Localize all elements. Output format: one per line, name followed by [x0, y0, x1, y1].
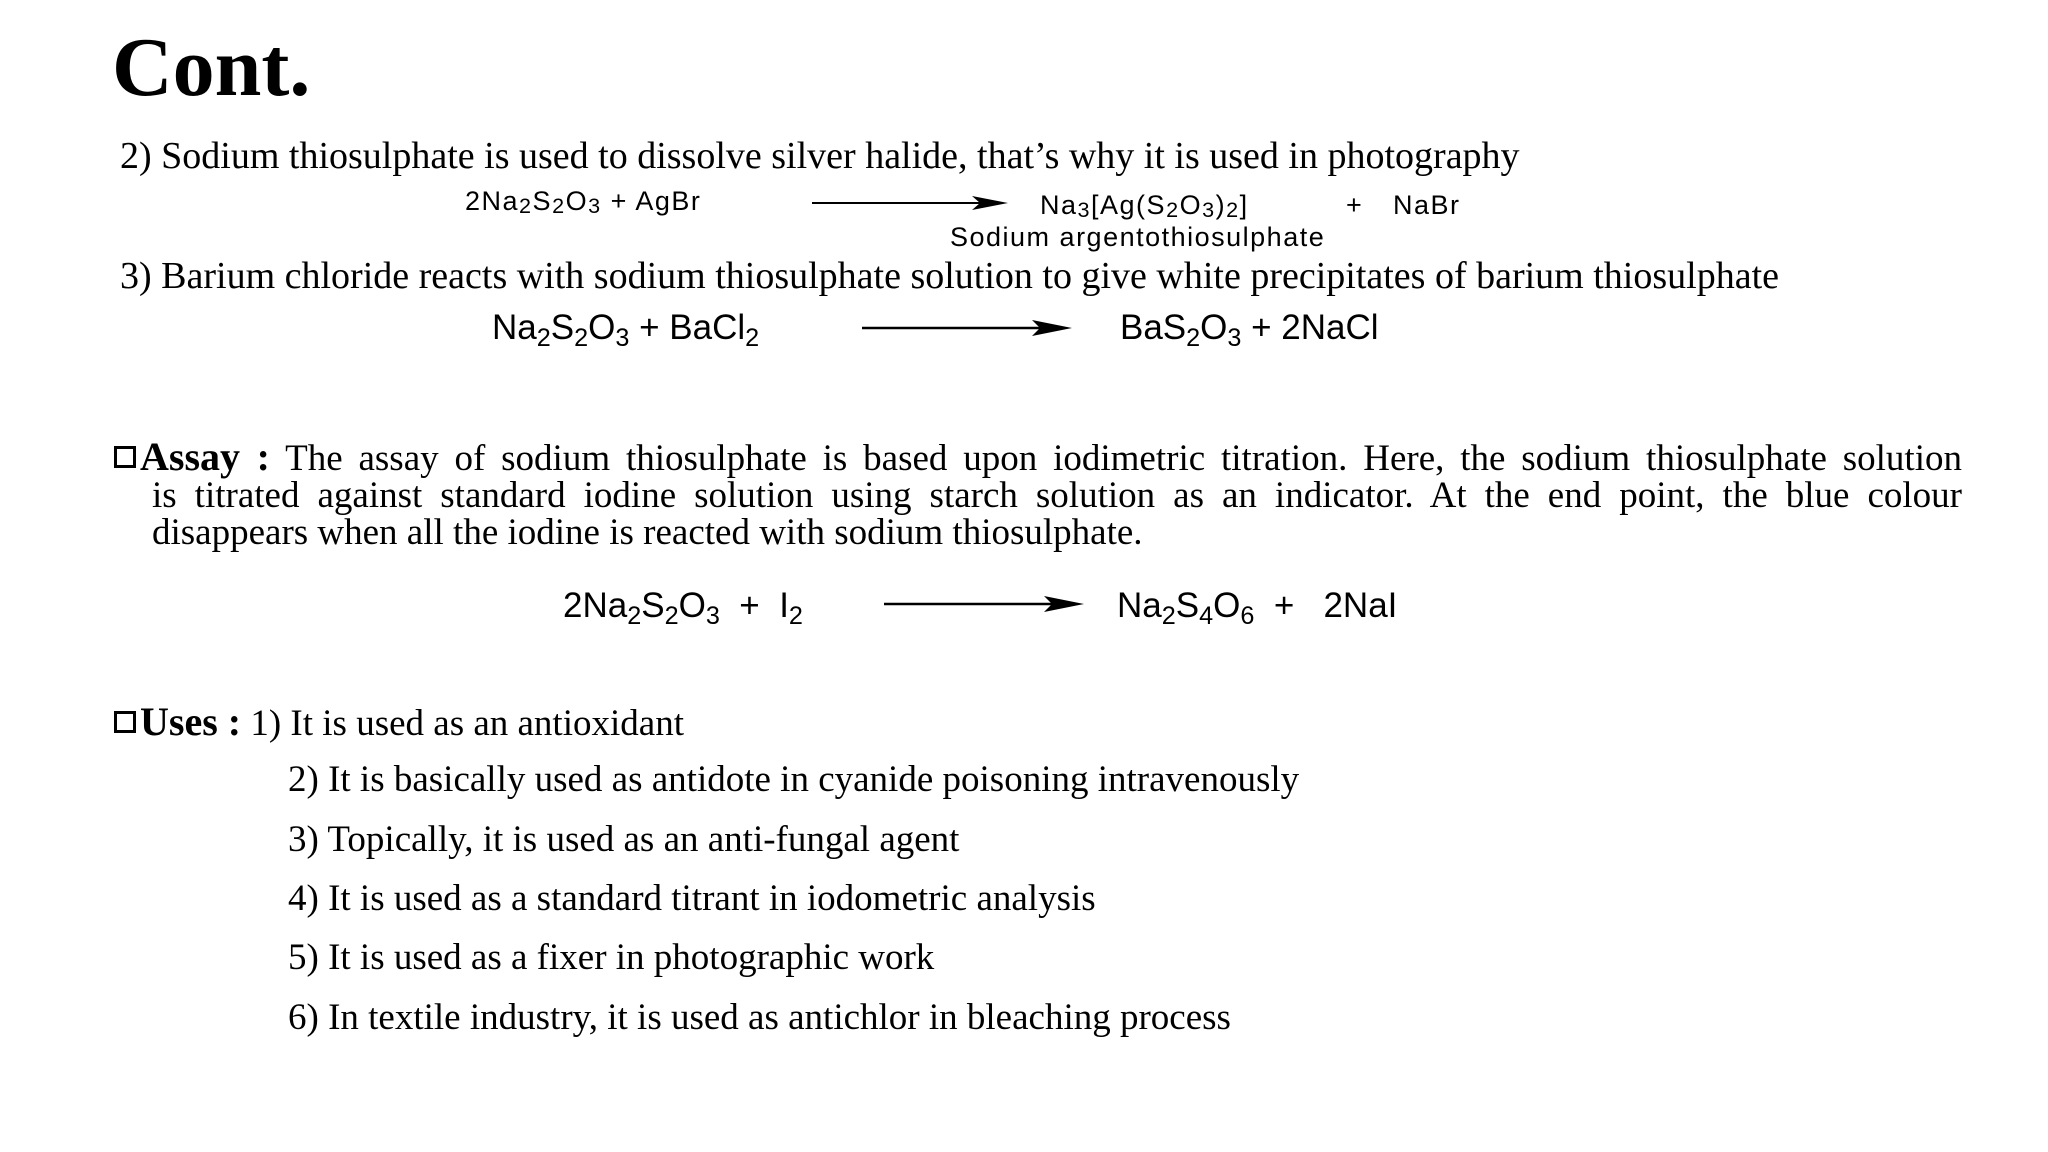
reaction-1-reactants: $2Na_2S_2O_3$ + AgBr [465, 186, 702, 219]
uses-item-1: 1) It is used as an antioxidant [250, 703, 684, 744]
reaction-1-product: $Na_3[Ag(S_2O_3)_2]$ [1040, 190, 1249, 223]
reaction-3-reactants: $2Na_2S_2O_3 + I_2$ [563, 586, 803, 631]
uses-item-6: 6) In textile industry, it is used as antichlor in bleaching process [288, 997, 1231, 1038]
reaction-3-products: $Na_2S_4O_6 + 2NaI$ [1117, 586, 1398, 631]
reaction-1-product-name: Sodium argentothiosulphate [950, 222, 1326, 252]
reaction-1-byproduct: NaBr [1393, 190, 1461, 220]
checkbox-bullet-icon [114, 446, 136, 468]
page-title: Cont. [112, 21, 311, 114]
reaction-2-reactants: $Na_2S_2O_3$ + BaCl$_2$ [492, 308, 760, 353]
assay-line-2: is titrated against standard iodine solution using starch solution as an indicator. At the end point, the blue colour [152, 475, 1962, 516]
assay-section [114, 434, 1962, 553]
reaction-3-arrow [884, 592, 1084, 616]
uses-first-line [114, 698, 684, 746]
uses-item-5: 5) It is used as a fixer in photographic work [288, 937, 935, 978]
assay-text-1: The assay of sodium thiosulphate is based upon iodimetric titration. Here, the sodium thiosulphate solution [285, 438, 1962, 479]
uses-heading: Uses : [140, 699, 242, 744]
assay-heading: Assay : [140, 434, 270, 479]
reaction-2-products: $BaS_2O_3$ + 2NaCl [1120, 308, 1379, 353]
reaction-1-arrow [812, 193, 1008, 213]
reaction-1-plus: + [1346, 190, 1364, 220]
point-3-text: 3) Barium chloride reacts with sodium thiosulphate solution to give white precipitates of barium thiosulphate [120, 255, 1779, 297]
point-2-text: 2) Sodium thiosulphate is used to dissolve silver halide, that’s why it is used in photography [120, 135, 1520, 177]
uses-item-2: 2) It is basically used as antidote in cyanide poisoning intravenously [288, 759, 1300, 800]
reaction-2-arrow [862, 316, 1072, 340]
checkbox-bullet-icon [114, 711, 136, 733]
assay-line-3: disappears when all the iodine is reacted with sodium thiosulphate. [152, 512, 1143, 553]
uses-item-3: 3) Topically, it is used as an anti-fungal agent [288, 819, 960, 860]
uses-item-4: 4) It is used as a standard titrant in iodometric analysis [288, 878, 1096, 919]
assay-line-1 [114, 434, 1962, 479]
